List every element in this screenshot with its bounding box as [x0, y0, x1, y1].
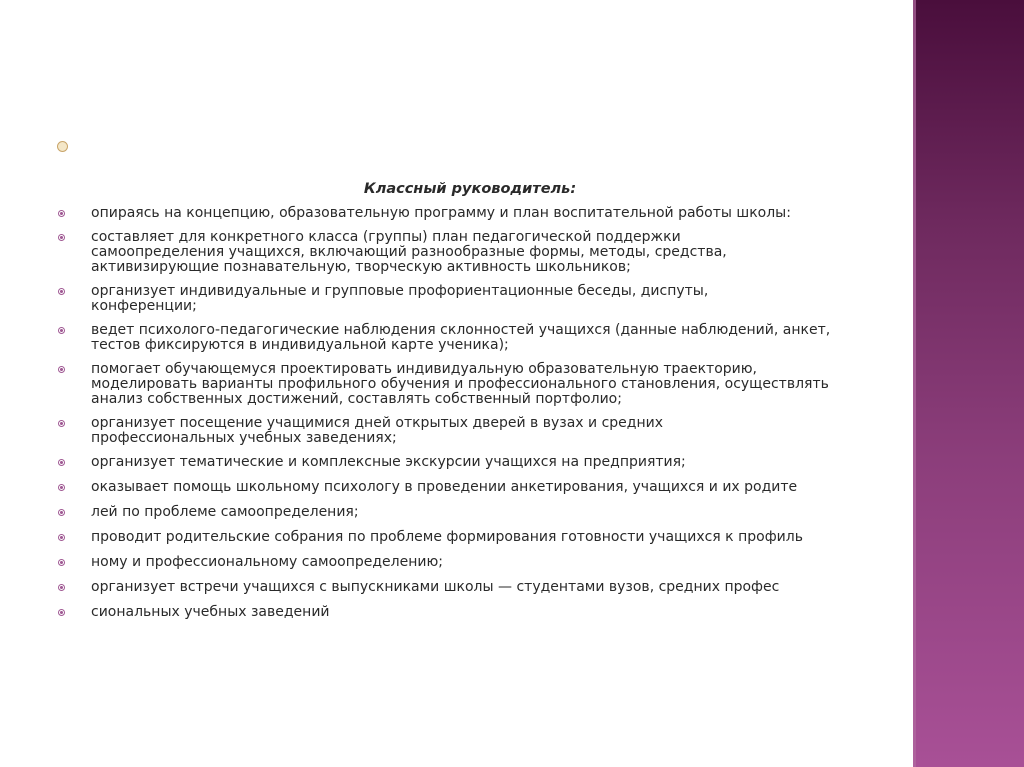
bullet-icon [58, 366, 65, 373]
bullet-icon [58, 534, 65, 541]
bullet-icon [58, 210, 65, 217]
list-item: лей по проблеме самоопределения; [58, 505, 891, 520]
bullet-icon [58, 584, 65, 591]
bullet-icon [58, 559, 65, 566]
list-item: сиональных учебных заведений [58, 605, 891, 620]
list-item: организует посещение учащимися дней открытых дверей в вузах и средних профессиональных учебных заведениях; [58, 416, 731, 446]
decorative-side-bar [913, 0, 1024, 767]
list-item: помогает обучающемуся проектировать индивидуальную образовательную траекторию, моделировать варианты профильного обучения и профессионального становления, осуществлять анализ собственных достижений, составлять собственный портфолио; [58, 362, 851, 407]
bullet-icon [58, 484, 65, 491]
bullet-icon [58, 420, 65, 427]
list-item: опираясь на концепцию, образовательную программу и план воспитательной работы школы: [58, 206, 851, 221]
list-item: составляет для конкретного класса (группы) план педагогической поддержки самоопределения учащихся, включающий разнообразные формы, методы, средства, активизирующие познавательную, творческую активность школьников; [58, 230, 811, 275]
empty-bullet-icon [57, 141, 68, 152]
bullet-icon [58, 288, 65, 295]
list-item: ведет психолого-педагогические наблюдения склонностей учащихся (данные наблюдений, анкет, тестов фиксируются в индивидуальной карте ученика); [58, 323, 851, 353]
bullet-icon [58, 509, 65, 516]
bullet-icon [58, 234, 65, 241]
bullet-icon [58, 459, 65, 466]
list-item: ному и профессиональному самоопределению; [58, 555, 891, 570]
list-item: организует индивидуальные и групповые профориентационные беседы, диспуты, конференции; [58, 284, 796, 314]
list-item: организует встречи учащихся с выпускниками школы — студентами вузов, средних профес [58, 580, 891, 595]
list-item: оказывает помощь школьному психологу в проведении анкетирования, учащихся и их родите [58, 480, 891, 495]
bullet-icon [58, 327, 65, 334]
bullet-list [58, 206, 858, 630]
bullet-icon [58, 609, 65, 616]
list-item: проводит родительские собрания по проблеме формирования готовности учащихся к профиль [58, 530, 891, 545]
list-item: организует тематические и комплексные экскурсии учащихся на предприятия; [58, 455, 891, 470]
slide-heading: Классный руководитель: [363, 181, 577, 197]
